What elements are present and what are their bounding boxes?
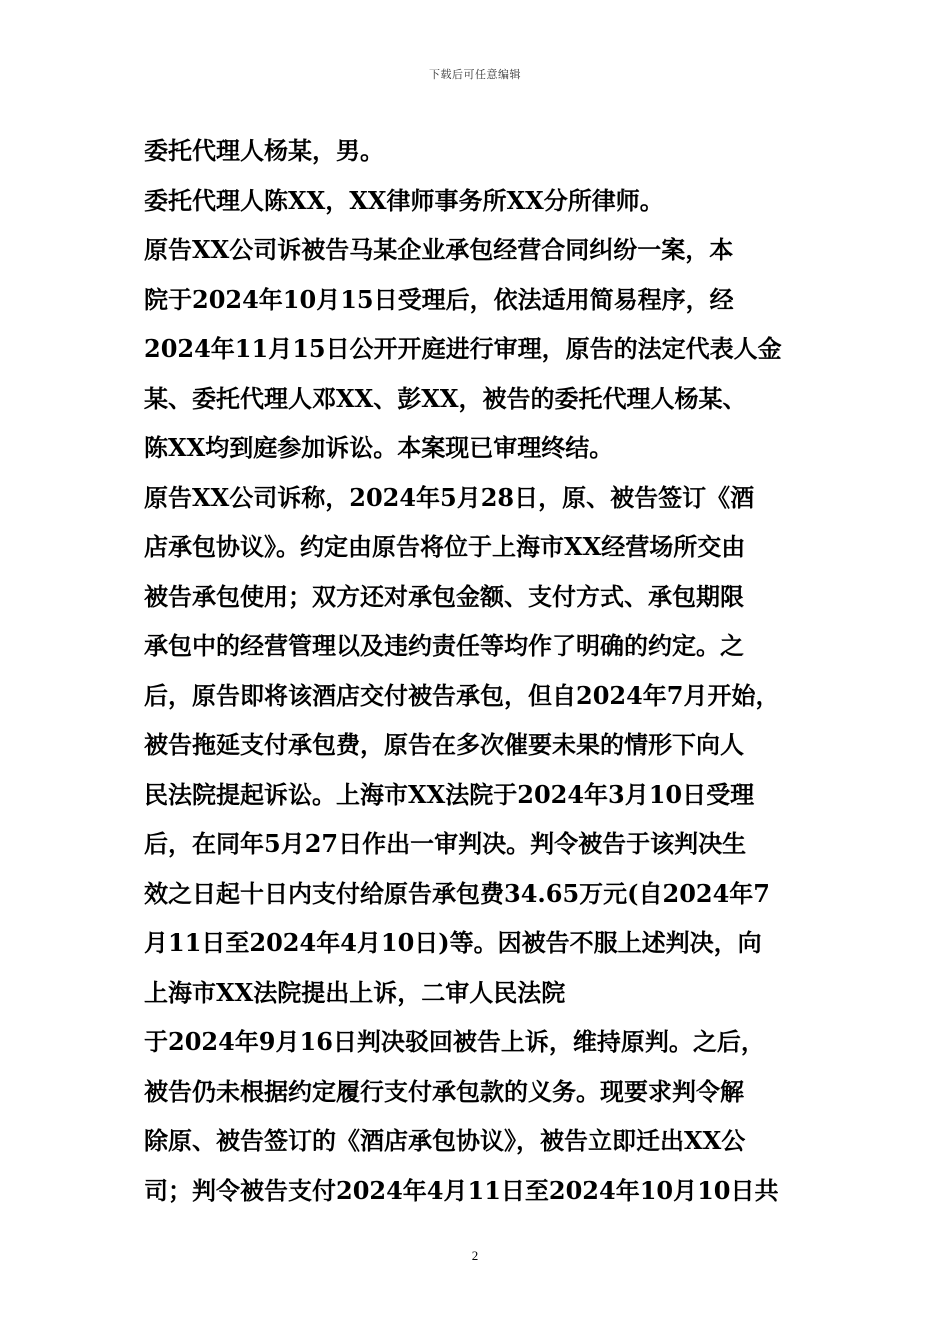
text-line: 被告仍未根据约定履行支付承包款的义务。现要求判令解 (144, 1076, 744, 1106)
text-line: 后，原告即将该酒店交付被告承包，但自2024年7月开始， (144, 680, 780, 710)
text-line: 效之日起十日内支付给原告承包费34.65万元(自2024年7 (144, 878, 771, 908)
text-line: 承包中的经营管理以及违约责任等均作了明确的约定。之 (144, 631, 744, 660)
text-line: 民法院提起诉讼。上海市XX法院于2024年3月10日受理 (144, 779, 755, 809)
text-line: 店承包协议》。约定由原告将位于上海市XX经营场所交由 (144, 532, 746, 561)
text-line: 原告XX公司诉被告马某企业承包经营合同纠纷一案，本 (144, 235, 734, 264)
header-note: 下载后可任意编辑 (429, 68, 521, 81)
text-line: 院于2024年10月15日受理后，依法适用简易程序，经 (144, 284, 734, 314)
text-line: 委托代理人杨某，男。 (144, 136, 384, 165)
text-line: 月11日至2024年4月10日)等。因被告不服上述判决，向 (144, 928, 762, 957)
document-body (144, 126, 816, 1215)
text-line: 陈XX均到庭参加诉讼。本案现已审理终结。 (144, 433, 614, 462)
text-line: 委托代理人陈XX，XX律师事务所XX分所律师。 (144, 185, 664, 215)
text-line: 除原、被告签订的《酒店承包协议》，被告立即迁出XX公 (144, 1126, 746, 1155)
text-line: 被告承包使用；双方还对承包金额、支付方式、承包期限 (144, 581, 744, 611)
text-line: 原告XX公司诉称，2024年5月28日，原、被告签订《酒 (144, 482, 755, 512)
text-line: 2024年11月15日公开开庭进行审理，原告的法定代表人金 (144, 334, 782, 363)
text-line: 被告拖延支付承包费，原告在多次催要未果的情形下向人 (144, 730, 744, 759)
text-line: 上海市XX法院提出上诉，二审人民法院 (144, 977, 566, 1007)
text-line: 后，在同年5月27日作出一审判决。判令被告于该判决生 (144, 829, 747, 858)
text-line: 某、委托代理人邓XX、彭XX，被告的委托代理人杨某、 (144, 383, 747, 413)
text-line: 于2024年9月16日判决驳回被告上诉，维持原判。之后， (144, 1027, 765, 1056)
page-number: 2 (471, 1248, 479, 1263)
text-line: 司；判令被告支付2024年4月11日至2024年10月10日共 (144, 1175, 779, 1205)
